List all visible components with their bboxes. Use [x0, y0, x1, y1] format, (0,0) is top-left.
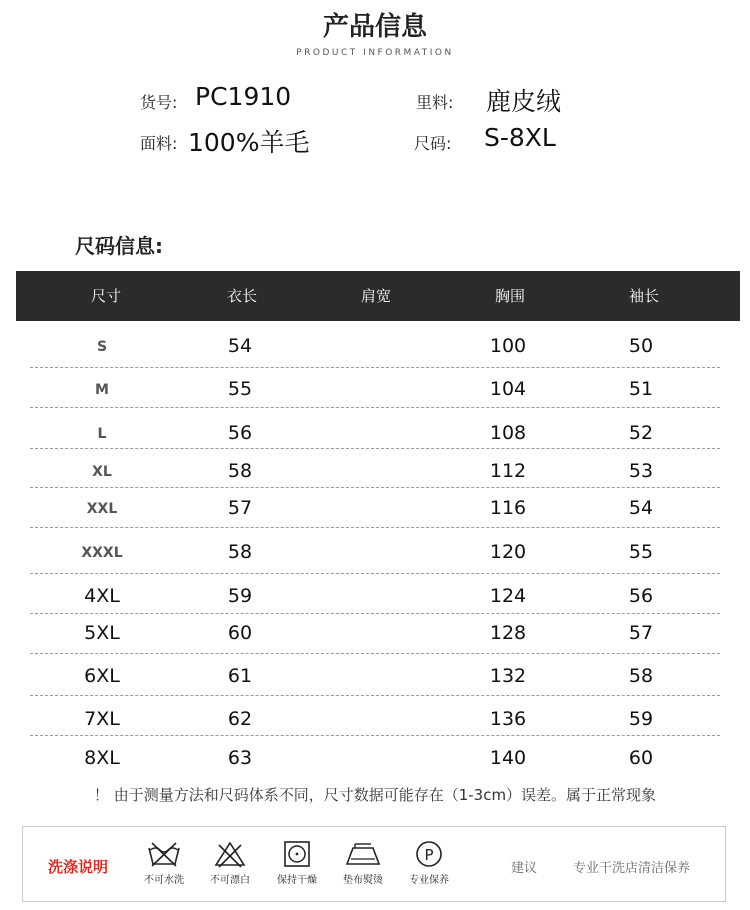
header-size: 尺寸 [90, 287, 121, 305]
cell-size: 6XL [84, 665, 120, 687]
cell-size: XXL [86, 501, 118, 517]
row-divider [30, 407, 720, 408]
care-label-professional: 专业保养 [409, 875, 449, 886]
cell-chest: 136 [489, 708, 527, 730]
cell-sleeve: 53 [628, 460, 654, 482]
cell-chest: 140 [489, 747, 527, 769]
cell-length: 54 [227, 335, 253, 357]
header-length: 衣长 [226, 287, 257, 305]
cell-length: 61 [227, 665, 253, 687]
care-title: 洗涤说明 [48, 858, 109, 876]
iron-icon [343, 840, 383, 868]
cell-chest: 124 [489, 585, 527, 607]
row-divider [30, 735, 720, 736]
cell-sleeve: 58 [628, 665, 654, 687]
cell-size: M [95, 382, 109, 398]
fabric-value: 100%羊毛 [188, 128, 310, 157]
cell-size: 5XL [84, 622, 120, 644]
cell-chest: 108 [489, 422, 527, 444]
lining-label: 里料: [416, 93, 454, 112]
care-label-keep-dry: 保持干燥 [277, 875, 317, 886]
no-wash-icon [146, 840, 182, 868]
care-item-professional [396, 840, 462, 886]
row-divider [30, 573, 720, 574]
header-shoulder: 肩宽 [360, 287, 391, 305]
cell-sleeve: 60 [628, 747, 654, 769]
cell-length: 56 [227, 422, 253, 444]
item-no-label: 货号: [140, 93, 178, 112]
care-label-no-wash: 不可水洗 [144, 875, 184, 886]
measurement-note: ！ 由于测量方法和尺码体系不同，尺寸数据可能存在（1-3cm）误差。属于正常现象 [93, 786, 657, 804]
professional-clean-icon [411, 840, 447, 868]
care-item-keep-dry [264, 840, 330, 886]
care-item-no-bleach [197, 840, 263, 886]
item-no-value: PC1910 [195, 82, 292, 111]
header-chest: 胸围 [494, 287, 525, 305]
cell-sleeve: 57 [628, 622, 654, 644]
page-title: 产品信息 [322, 12, 427, 42]
row-divider [30, 527, 720, 528]
fabric-label: 面料: [140, 134, 178, 153]
tumble-dry-icon [279, 840, 315, 868]
size-table-header [16, 271, 740, 321]
row-divider [30, 367, 720, 368]
care-item-iron [330, 840, 396, 886]
cell-length: 55 [227, 378, 253, 400]
cell-length: 63 [227, 747, 253, 769]
row-divider [30, 653, 720, 654]
cell-chest: 100 [489, 335, 527, 357]
cell-size: XL [92, 464, 112, 480]
cell-size: L [97, 426, 107, 442]
cell-sleeve: 55 [628, 541, 654, 563]
cell-length: 62 [227, 708, 253, 730]
advice-label: 建议 [511, 861, 538, 876]
cell-size: S [96, 339, 108, 355]
care-item-no-wash [131, 840, 197, 886]
cell-chest: 112 [489, 460, 527, 482]
size-value: S-8XL [484, 123, 556, 152]
cell-length: 58 [227, 460, 253, 482]
cell-sleeve: 56 [628, 585, 654, 607]
care-label-no-bleach: 不可漂白 [210, 875, 250, 886]
page-subtitle: PRODUCT INFORMATION [296, 48, 454, 58]
cell-size: 4XL [84, 585, 120, 607]
cell-sleeve: 52 [628, 422, 654, 444]
cell-size: 7XL [84, 708, 120, 730]
cell-chest: 128 [489, 622, 527, 644]
row-divider [30, 613, 720, 614]
cell-sleeve: 54 [628, 497, 654, 519]
cell-chest: 132 [489, 665, 527, 687]
cell-length: 58 [227, 541, 253, 563]
advice-text: 专业干洗店清洁保养 [573, 861, 691, 876]
row-divider [30, 695, 720, 696]
cell-length: 59 [227, 585, 253, 607]
lining-value: 鹿皮绒 [486, 87, 562, 116]
cell-sleeve: 51 [628, 378, 654, 400]
size-section-title: 尺码信息: [75, 234, 163, 258]
care-label-iron: 垫布熨烫 [343, 875, 383, 886]
cell-length: 57 [227, 497, 253, 519]
header-sleeve: 袖长 [628, 287, 659, 305]
row-divider [30, 448, 720, 449]
row-divider [30, 487, 720, 488]
size-label: 尺码: [414, 134, 452, 153]
cell-length: 60 [227, 622, 253, 644]
cell-chest: 120 [489, 541, 527, 563]
no-bleach-icon [212, 840, 248, 868]
cell-sleeve: 59 [628, 708, 654, 730]
cell-chest: 104 [489, 378, 527, 400]
cell-size: 8XL [84, 747, 120, 769]
svg-text:P: P [424, 846, 434, 864]
cell-size: XXXL [81, 545, 123, 561]
cell-sleeve: 50 [628, 335, 654, 357]
cell-chest: 116 [489, 497, 527, 519]
